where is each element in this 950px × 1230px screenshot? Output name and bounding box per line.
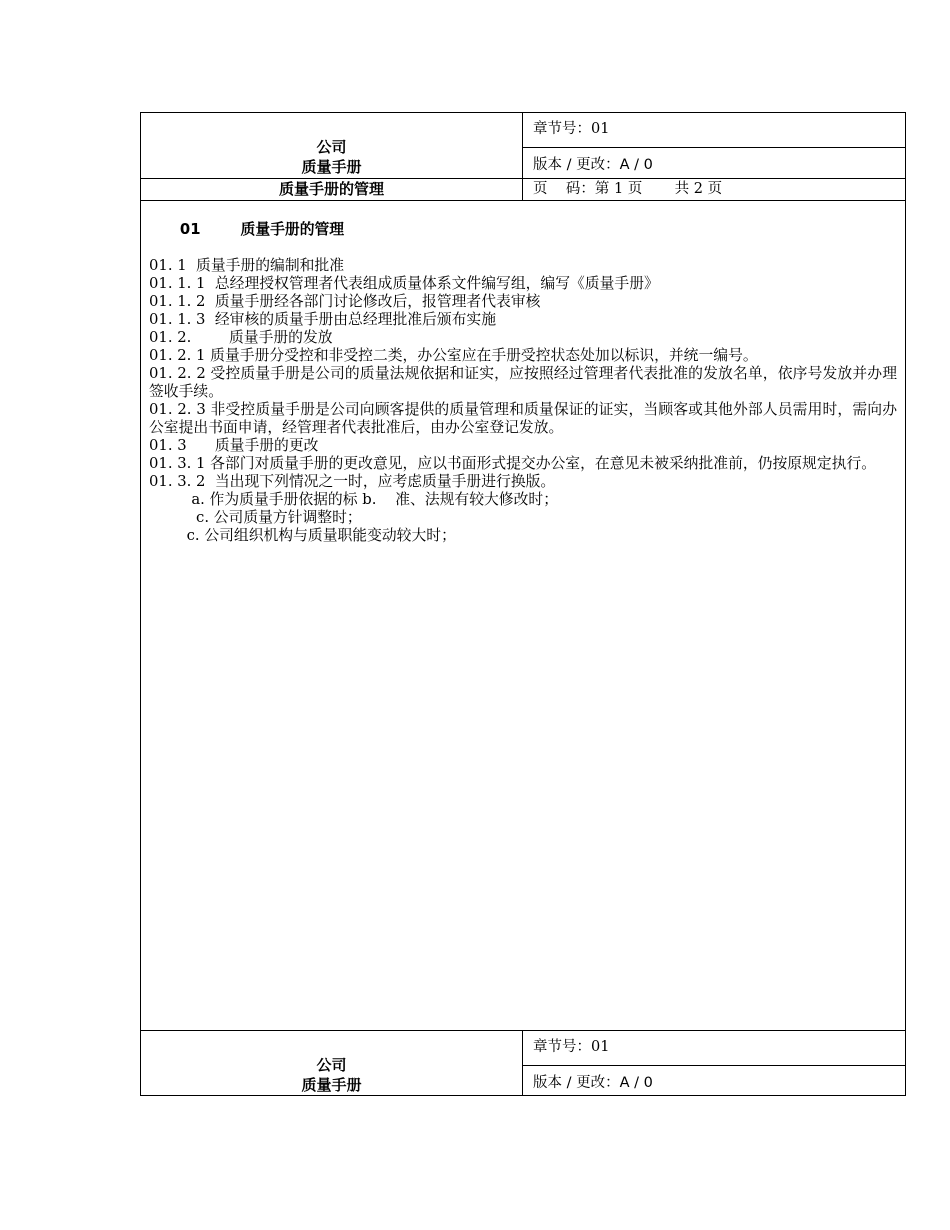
list-item: c. 公司质量方针调整时； bbox=[149, 509, 362, 526]
body-line: 01. 3. 2 当出现下列情况之一时，应考虑质量手册进行换版。 bbox=[149, 473, 556, 490]
footer-manual-name: 质量手册 bbox=[301, 1076, 362, 1094]
body-paragraph: 01. 2. 1 质量手册分受控和非受控二类，办公室应在手册受控状态处加以标识，并统一编号。 bbox=[149, 347, 758, 364]
body-line: 01. 1 质量手册的编制和批准 bbox=[149, 257, 345, 274]
section-title: 质量手册的管理 bbox=[141, 179, 523, 200]
body-paragraph: 01. 2. 3 非受控质量手册是公司向顾客提供的质量管理和质量保证的证实，当顾客或其他外部人员需用时，需向办公室提出书面申请，经管理者代表批准后，由办公室登记发放。 bbox=[149, 401, 897, 436]
body-line: 01. 1. 1 总经理授权管理者代表组成质量体系文件编写组，编写《质量手册》 bbox=[149, 275, 659, 292]
body-line: 01. 1. 2 质量手册经各部门讨论修改后，报管理者代表审核 bbox=[149, 293, 541, 310]
page-number: 页 码：第 1 页 共 2 页 bbox=[533, 181, 723, 197]
header-title-cell bbox=[141, 113, 523, 178]
header-meta-cells bbox=[523, 113, 905, 178]
footer-chapter-number: 章节号：01 bbox=[523, 1031, 905, 1066]
body-paragraph: 01. 2. 2 受控质量手册是公司的质量法规依据和证实，应按照经过管理者代表批准的发放名单，依序号发放并办理签收手续。 bbox=[149, 365, 897, 400]
body-line: 01. 2. 质量手册的发放 bbox=[149, 329, 333, 346]
manual-name: 质量手册 bbox=[301, 158, 362, 176]
chapter-number: 章节号：01 bbox=[523, 113, 905, 148]
footer-title-cell bbox=[141, 1031, 523, 1096]
list-item: c. 公司组织机构与质量职能变动较大时； bbox=[149, 527, 456, 544]
footer-company-name: 公司 bbox=[316, 1056, 347, 1074]
header-section-row bbox=[141, 179, 905, 201]
body-line: 01. 1. 3 经审核的质量手册由总经理批准后颁布实施 bbox=[149, 311, 497, 328]
section-heading-number: 01 bbox=[179, 221, 201, 238]
list-item: a. 作为质量手册依据的标 b. 准、法规有较大修改时； bbox=[149, 491, 558, 508]
body-line: 01. 3 质量手册的更改 bbox=[149, 437, 319, 454]
header-table bbox=[141, 113, 905, 179]
footer-table bbox=[141, 1030, 905, 1096]
section-heading bbox=[149, 203, 897, 257]
company-name: 公司 bbox=[316, 138, 347, 156]
footer-meta-cells bbox=[523, 1031, 905, 1096]
document-page bbox=[140, 112, 906, 1096]
footer-version-label: 版本 / 更改：A / 0 bbox=[533, 1074, 653, 1091]
section-heading-text: 质量手册的管理 bbox=[240, 221, 345, 238]
document-body bbox=[149, 203, 897, 545]
version-label: 版本 / 更改：A / 0 bbox=[533, 156, 653, 173]
body-paragraph: 01. 3. 1 各部门对质量手册的更改意见，应以书面形式提交办公室，在意见未被采纳批准前，仍按原规定执行。 bbox=[149, 455, 877, 472]
